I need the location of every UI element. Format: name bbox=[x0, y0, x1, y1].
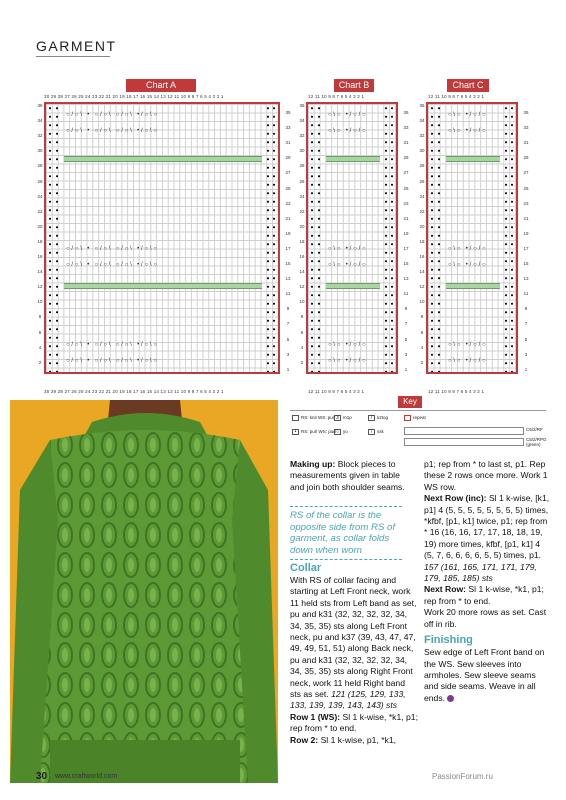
chart-b-title: Chart B bbox=[334, 79, 374, 92]
chart-c-title: Chart C bbox=[447, 79, 489, 92]
row-number-left: 2 bbox=[420, 359, 424, 365]
row-number-right: 29 bbox=[285, 155, 291, 161]
row-number-right: 7 bbox=[286, 321, 290, 327]
lace-motif: ○\○ •/○/○ bbox=[328, 262, 368, 268]
collar-row2-label: Row 2: bbox=[290, 734, 319, 745]
row-number-right: 13 bbox=[523, 276, 529, 282]
next-row-inc-stitch-count: 157 (161, 165, 171, 171, 179, 179, 185, 185) sts bbox=[424, 561, 537, 584]
next-row-label: Next Row: bbox=[424, 584, 467, 595]
page-number: 30 bbox=[36, 771, 48, 782]
row-number-left: 4 bbox=[38, 344, 42, 350]
lace-motif: ○/○\ • ○/○\ ○/○\ •/○\○ bbox=[66, 128, 159, 134]
chart-c-column-numbers-bottom: 12 11 10 9 8 7 6 5 4 3 2 1 bbox=[428, 389, 485, 394]
row-number-left: 18 bbox=[419, 238, 425, 244]
row-number-left: 36 bbox=[419, 103, 425, 108]
row-number-right: 19 bbox=[523, 230, 529, 236]
row-number-right: 17 bbox=[523, 245, 529, 251]
lace-motif: ○\○ •/○/○ bbox=[328, 246, 368, 252]
row-number-right: 25 bbox=[523, 185, 529, 191]
row-number-right: 3 bbox=[524, 351, 528, 357]
row-number-right: 5 bbox=[524, 336, 528, 342]
chart-c-column-numbers-top: 12 11 10 9 8 7 6 5 4 3 2 1 bbox=[428, 94, 485, 99]
key-cable-green-symbol bbox=[404, 438, 524, 446]
key-c5-2-rpg: C5/2/RPG (green) bbox=[526, 437, 547, 447]
chart-a-column-numbers-top: 30 29 28 27 26 25 24 23 22 21 20 19 18 17 16 15 14 13 12 11 10 9 8 7 6 5 4 3 2 1 bbox=[44, 94, 224, 99]
chart-a-title: Chart A bbox=[126, 79, 196, 92]
row-number-right: 23 bbox=[285, 200, 291, 206]
row-number-left: 30 bbox=[37, 148, 43, 154]
key-k2tog: / k2tog bbox=[368, 415, 388, 421]
row-number-left: 12 bbox=[37, 284, 43, 290]
finishing-heading: Finishing bbox=[424, 634, 473, 647]
making-up-heading: Making up: bbox=[290, 459, 336, 469]
section-rule bbox=[36, 56, 110, 57]
row-number-left: 4 bbox=[300, 344, 304, 350]
m1p-symbol-icon: ℬ bbox=[335, 415, 340, 421]
key-legend bbox=[290, 410, 546, 454]
sweater-photo bbox=[10, 400, 278, 783]
row-number-left: 36 bbox=[37, 103, 43, 108]
end-bullet-icon bbox=[447, 695, 454, 702]
row-number-right: 35 bbox=[403, 110, 409, 115]
collar-row1-text: Sl 1 k-wise, *k1, p1; rep from * to end. bbox=[290, 711, 418, 734]
chart-a-grid bbox=[44, 102, 280, 374]
row-number-right: 1 bbox=[404, 366, 408, 372]
row-number-left: 20 bbox=[37, 223, 43, 229]
row-number-left: 16 bbox=[299, 254, 305, 259]
lace-motif: ○\○ •/○/○ bbox=[328, 112, 368, 118]
row-number-right: 9 bbox=[286, 306, 290, 312]
key-cable-symbol bbox=[404, 427, 524, 435]
row-number-right: 35 bbox=[523, 110, 529, 115]
purl-dot-column bbox=[310, 104, 314, 372]
lace-motif: ○\○ •/○/○ bbox=[328, 128, 368, 134]
green-cable-band bbox=[446, 156, 500, 162]
row-number-left: 6 bbox=[300, 329, 304, 335]
row-number-left: 14 bbox=[299, 269, 305, 275]
row-number-right: 17 bbox=[285, 245, 291, 251]
yo-circle-icon: ○ bbox=[335, 429, 340, 435]
making-up-text: Block pieces to measurements given in table and join both shoulder seams. bbox=[290, 459, 405, 492]
row-number-left: 30 bbox=[299, 148, 305, 154]
next-row-text: Sl 1 k-wise, *k1, p1; rep from * to end. bbox=[424, 584, 544, 606]
chart-a-column-numbers-bottom: 30 29 28 27 26 25 24 23 22 21 20 19 18 17 16 15 14 13 12 11 10 9 8 7 6 5 4 3 2 1 bbox=[44, 389, 224, 394]
row-number-left: 8 bbox=[38, 314, 42, 320]
row-number-left: 24 bbox=[37, 193, 43, 199]
row-number-right: 27 bbox=[285, 170, 291, 176]
row-number-left: 18 bbox=[299, 238, 305, 244]
row-number-right: 25 bbox=[403, 185, 409, 191]
lace-motif: ○/○\ • ○/○\ ○/○\ •/○\○ bbox=[66, 358, 159, 364]
row-number-left: 28 bbox=[299, 163, 305, 169]
next-row-inc-text: Sl 1 k-wise, [k1, p1] 4 (5, 5, 5, 5, 5, 5, 5, 5) times, *kfbf, [p1, k1] twice, p1; rep from * 16 (16, 16, 17, 17, 18, 18, 19, 19) more times, kfbf, [p1, k1] 4 (5, 7, 6, 6, 6, 6, 5, 5) times, p1. bbox=[424, 493, 550, 561]
row-number-right: 23 bbox=[523, 200, 529, 206]
sweater-illustration bbox=[10, 400, 278, 783]
purl-dot-column bbox=[266, 104, 270, 372]
key-yo: ○ yo bbox=[335, 429, 348, 435]
row-number-left: 2 bbox=[38, 359, 42, 365]
row-number-right: 9 bbox=[524, 306, 528, 312]
row-number-left: 28 bbox=[419, 163, 425, 169]
row-number-right: 33 bbox=[403, 125, 409, 131]
row-number-right: 15 bbox=[403, 261, 409, 266]
row-number-right: 3 bbox=[404, 351, 408, 357]
collar-p1: With RS of collar facing and starting at Left Front neck, work 11 held sts from Left band as set, pu and k31 (32, 32, 32, 32, 34, 34, 35, 35) sts along Left Front neck, pu and k37 (39, 43, 47, 47, 49, 49, 51, 51) along Back neck, pu and k31 (32, 32, 32, 32, 34, 34, 35, 35) sts along Right Front neck, work 11 held Right band sts as set. bbox=[290, 575, 417, 700]
row-number-right: 21 bbox=[403, 215, 409, 221]
row-number-left: 24 bbox=[419, 193, 425, 199]
row-number-right: 25 bbox=[285, 185, 291, 191]
row-number-left: 8 bbox=[300, 314, 304, 320]
pull-quote: RS of the collar is the opposite side from RS of garment, as collar folds down when worn bbox=[290, 506, 402, 560]
footer-url[interactable]: www.craftworld.com bbox=[55, 773, 118, 780]
row-number-left: 12 bbox=[419, 284, 425, 290]
dot-square-icon: • bbox=[292, 429, 299, 435]
finishing-text: Sew edge of Left Front band on the WS. Sew sleeves into armholes. Sew sleeve seams and side seams. Weave in all ends. bbox=[424, 647, 545, 703]
making-up-paragraph bbox=[290, 459, 416, 493]
row-number-left: 6 bbox=[420, 329, 424, 335]
blank-square-icon bbox=[292, 415, 299, 421]
row-number-left: 14 bbox=[419, 269, 425, 275]
row-number-right: 11 bbox=[523, 291, 529, 297]
purl-dot-column bbox=[272, 104, 276, 372]
lace-motif: ○/○\ • ○/○\ ○/○\ •/○\○ bbox=[66, 342, 159, 348]
row-number-left: 4 bbox=[420, 344, 424, 350]
purl-dot-column bbox=[384, 104, 388, 372]
row-number-right: 5 bbox=[286, 336, 290, 342]
row-number-left: 10 bbox=[419, 299, 425, 305]
ssk-backslash-icon: \ bbox=[368, 429, 375, 435]
key-rs-purl: • RS: purl WS: purl bbox=[292, 429, 336, 435]
green-cable-band bbox=[446, 283, 500, 289]
row-number-left: 14 bbox=[37, 269, 43, 275]
row-number-right: 7 bbox=[404, 321, 408, 327]
row-number-left: 32 bbox=[299, 133, 305, 139]
purl-dot-column bbox=[390, 104, 394, 372]
lace-motif: ○\○ •/○/○ bbox=[448, 128, 488, 134]
purl-dot-column bbox=[430, 104, 434, 372]
lace-motif: ○\○ •/○/○ bbox=[448, 246, 488, 252]
lace-motif: ○/○\ • ○/○\ ○/○\ •/○\○ bbox=[66, 112, 159, 118]
chart-b-column-numbers-top: 12 11 10 9 8 7 6 5 4 3 2 1 bbox=[308, 94, 365, 99]
row-number-right: 11 bbox=[403, 291, 409, 297]
lace-motif: ○/○\ • ○/○\ ○/○\ •/○\○ bbox=[66, 262, 159, 268]
row-number-right: 7 bbox=[524, 321, 528, 327]
collar-row1-label: Row 1 (WS): bbox=[290, 711, 341, 722]
green-cable-band bbox=[64, 283, 262, 289]
row-number-left: 2 bbox=[300, 359, 304, 365]
collar-section bbox=[290, 561, 418, 746]
purl-dot-column bbox=[317, 104, 321, 372]
row-number-left: 16 bbox=[419, 254, 425, 259]
purl-dot-column bbox=[55, 104, 59, 372]
work-20-rows: Work 20 more rows as set. Cast off in rib. bbox=[424, 607, 547, 629]
row-number-left: 32 bbox=[37, 133, 43, 139]
row-number-right: 15 bbox=[523, 261, 529, 266]
row-number-left: 26 bbox=[299, 178, 305, 184]
row-number-right: 13 bbox=[403, 276, 409, 282]
section-title: GARMENT bbox=[36, 38, 117, 54]
lace-motif: ○\○ •/○/○ bbox=[448, 112, 488, 118]
green-cable-band bbox=[326, 283, 380, 289]
row-number-left: 20 bbox=[299, 223, 305, 229]
collar-p1-stitch-count: 121 (125, 129, 133, 133, 139, 139, 143, 143) sts bbox=[290, 689, 406, 711]
row-number-left: 16 bbox=[37, 254, 43, 259]
row-number-left: 26 bbox=[37, 178, 43, 184]
instructions-column-2 bbox=[424, 459, 552, 704]
row-number-right: 27 bbox=[403, 170, 409, 176]
watermark: PassionForum.ru bbox=[432, 772, 493, 781]
row-number-right: 35 bbox=[285, 110, 291, 115]
row-number-right: 33 bbox=[285, 125, 291, 131]
row-number-left: 26 bbox=[419, 178, 425, 184]
lace-motif: ○\○ •/○/○ bbox=[328, 358, 368, 364]
chart-b-column-numbers-bottom: 12 11 10 9 8 7 6 5 4 3 2 1 bbox=[308, 389, 365, 394]
repeat-box-icon bbox=[404, 415, 411, 421]
row-number-left: 18 bbox=[37, 238, 43, 244]
row-number-right: 19 bbox=[285, 230, 291, 236]
row-number-left: 30 bbox=[419, 148, 425, 154]
row-number-right: 31 bbox=[403, 140, 409, 146]
lace-motif: ○\○ •/○/○ bbox=[448, 342, 488, 348]
lace-motif: ○\○ •/○/○ bbox=[328, 342, 368, 348]
row-number-right: 3 bbox=[286, 351, 290, 357]
row-number-right: 33 bbox=[523, 125, 529, 131]
row-number-right: 29 bbox=[403, 155, 409, 161]
purl-dot-column bbox=[510, 104, 514, 372]
row-number-left: 34 bbox=[299, 118, 305, 124]
row-number-right: 27 bbox=[523, 170, 529, 176]
row-number-right: 15 bbox=[285, 261, 291, 266]
row-number-left: 8 bbox=[420, 314, 424, 320]
row-number-right: 31 bbox=[285, 140, 291, 146]
row-number-right: 9 bbox=[404, 306, 408, 312]
green-cable-band bbox=[326, 156, 380, 162]
row-number-right: 21 bbox=[523, 215, 529, 221]
key-rs-knit: RS: knit WS: purl bbox=[292, 415, 335, 421]
row-number-left: 10 bbox=[299, 299, 305, 305]
row-number-left: 24 bbox=[299, 193, 305, 199]
row-number-left: 36 bbox=[299, 103, 305, 108]
purl-dot-column bbox=[48, 104, 52, 372]
row-number-right: 1 bbox=[286, 366, 290, 372]
row-number-right: 31 bbox=[523, 140, 529, 146]
collar-row2-text: Sl 1 k-wise, p1, *k1, bbox=[320, 734, 397, 745]
row-number-right: 29 bbox=[523, 155, 529, 161]
row-number-right: 19 bbox=[403, 230, 409, 236]
row-number-left: 10 bbox=[37, 299, 43, 305]
key-m1p: ℬ m1p bbox=[335, 415, 352, 421]
row-number-right: 21 bbox=[285, 215, 291, 221]
row-number-left: 22 bbox=[37, 208, 43, 214]
k2tog-slash-icon: / bbox=[368, 415, 375, 421]
lace-motif: ○\○ •/○/○ bbox=[448, 358, 488, 364]
row-number-left: 34 bbox=[419, 118, 425, 124]
collar-heading: Collar bbox=[290, 562, 322, 574]
purl-dot-column bbox=[504, 104, 508, 372]
row-number-right: 13 bbox=[285, 276, 291, 282]
row-number-right: 23 bbox=[403, 200, 409, 206]
key-repeat: repeat bbox=[404, 415, 426, 421]
next-row-inc-label: Next Row (inc): bbox=[424, 493, 487, 504]
row-number-right: 5 bbox=[404, 336, 408, 342]
row-number-left: 20 bbox=[419, 223, 425, 229]
purl-dot-column bbox=[437, 104, 441, 372]
key-c5-2-rf: C5/2/RF bbox=[526, 427, 543, 432]
row-number-right: 17 bbox=[403, 245, 409, 251]
lace-motif: ○/○\ • ○/○\ ○/○\ •/○\○ bbox=[66, 246, 159, 252]
row-number-left: 6 bbox=[38, 329, 42, 335]
row-number-left: 34 bbox=[37, 118, 43, 124]
row-number-right: 1 bbox=[524, 366, 528, 372]
lace-motif: ○\○ •/○/○ bbox=[448, 262, 488, 268]
row-number-left: 12 bbox=[299, 284, 305, 290]
row-number-right: 11 bbox=[285, 291, 291, 297]
row2-continuation: p1; rep from * to last st, p1. Rep these 2 rows once more. Work 1 WS row. bbox=[424, 459, 548, 492]
key-ssk: \ ssk bbox=[368, 429, 384, 435]
row-number-left: 28 bbox=[37, 163, 43, 169]
row-number-left: 22 bbox=[419, 208, 425, 214]
row-number-left: 22 bbox=[299, 208, 305, 214]
green-cable-band bbox=[64, 156, 262, 162]
row-number-left: 32 bbox=[419, 133, 425, 139]
key-tab: Key bbox=[398, 396, 422, 408]
